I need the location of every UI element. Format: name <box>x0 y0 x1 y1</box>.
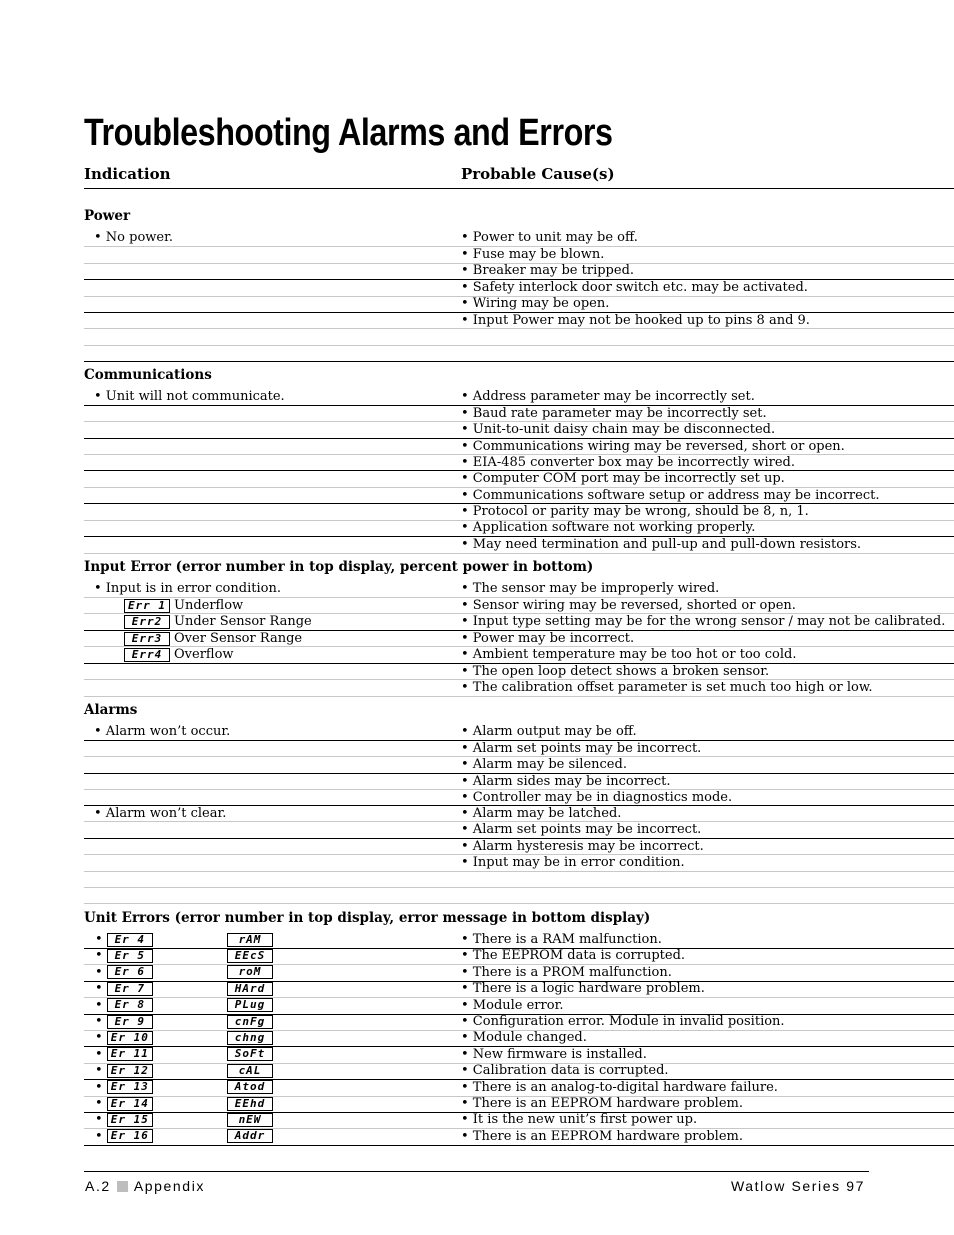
table-row <box>84 647 954 663</box>
indication: • Unit will not communicate. <box>94 389 285 404</box>
cause: • Fuse may be blown. <box>461 247 605 262</box>
lcd-error-code: Er 7 <box>107 982 153 996</box>
lcd-error-message: SoFt <box>227 1047 273 1061</box>
lcd-code: Err2 <box>124 615 170 629</box>
alarms-heading: Alarms <box>84 702 138 718</box>
cause: • There is an EEPROM hardware problem. <box>461 1128 743 1144</box>
table-row <box>84 439 954 455</box>
cause-header: Probable Cause(s) <box>461 165 615 183</box>
lcd-error-code: Er 4 <box>107 933 153 947</box>
lcd-error-message: HArd <box>227 982 273 996</box>
indication: • No power. <box>94 230 174 245</box>
page-title: Troubleshooting Alarms and Errors <box>84 112 613 154</box>
table-row <box>84 422 954 438</box>
unit-errors-heading: Unit Errors (error number in top display, error message in bottom display) <box>84 910 651 926</box>
lcd-error-message: Atod <box>227 1080 273 1094</box>
cause: • Breaker may be tripped. <box>461 263 635 278</box>
table-row <box>84 537 954 553</box>
cause: • Alarm sides may be incorrect. <box>461 774 671 789</box>
communications-heading: Communications <box>84 367 212 383</box>
table-row <box>84 631 954 647</box>
cause: • May need termination and pull-up and pull-down resistors. <box>461 537 862 552</box>
table-row <box>84 839 954 855</box>
unit-error-row: • Er 14 EEhd • There is an EEPROM hardware problem. <box>95 1096 743 1111</box>
cause: • Input type setting may be for the wrong sensor / may not be calibrated. <box>461 614 946 629</box>
unit-error-row: • Er 4 rAM • There is a RAM malfunction. <box>95 932 662 947</box>
table-row <box>84 488 954 504</box>
cause: • There is a RAM malfunction. <box>461 932 662 947</box>
table-row <box>84 664 954 680</box>
cause: • Controller may be in diagnostics mode. <box>461 790 733 805</box>
cause: • Module changed. <box>461 1030 587 1046</box>
cause: • Communications software setup or address may be incorrect. <box>461 488 880 503</box>
cause: • Wiring may be open. <box>461 296 610 311</box>
table-row <box>84 296 954 312</box>
header-rule <box>84 188 954 189</box>
table-row <box>84 855 954 871</box>
unit-error-row: • Er 11 SoFt • New firmware is installed. <box>95 1046 647 1062</box>
cause: • Configuration error. Module in invalid position. <box>461 1014 785 1029</box>
cause: • The open loop detect shows a broken sensor. <box>461 664 770 679</box>
lcd-code: Err3 <box>124 632 170 646</box>
lcd-error-code: Er 15 <box>107 1113 153 1127</box>
code-label: Over Sensor Range <box>174 631 303 646</box>
lcd-error-message: nEW <box>227 1113 273 1127</box>
footer-left <box>85 1178 205 1194</box>
cause: • Protocol or parity may be wrong, should be 8, n, 1. <box>461 504 809 519</box>
cause: • Application software not working properly. <box>461 520 756 535</box>
cause: • Alarm set points may be incorrect. <box>461 741 702 756</box>
lcd-error-message: cAL <box>227 1064 273 1078</box>
unit-error-row: • Er 13 Atod • There is an analog-to-digital hardware failure. <box>95 1079 778 1095</box>
cause: • Computer COM port may be incorrectly set up. <box>461 471 785 486</box>
table-row <box>84 806 954 822</box>
cause: • The EEPROM data is corrupted. <box>461 948 686 964</box>
cause: • Power to unit may be off. <box>461 230 638 245</box>
cause: • There is an EEPROM hardware problem. <box>461 1096 743 1111</box>
lcd-code: Err 1 <box>124 599 170 613</box>
table-row <box>84 741 954 757</box>
lcd-error-code: Er 5 <box>107 949 153 963</box>
code-label: Under Sensor Range <box>174 614 312 629</box>
lcd-error-code: Er 6 <box>107 965 153 979</box>
table-row <box>84 280 954 296</box>
lcd-error-code: Er 9 <box>107 1015 153 1029</box>
cause: • There is a logic hardware problem. <box>461 981 705 997</box>
lcd-error-code: Er 10 <box>107 1031 153 1045</box>
cause: • Alarm may be latched. <box>461 806 622 821</box>
footer-product: Watlow Series 97 <box>730 1178 865 1194</box>
indication: • Alarm won’t clear. <box>94 806 227 821</box>
cause: • Baud rate parameter may be incorrectly set. <box>461 406 767 421</box>
table-row <box>84 313 954 329</box>
cause: • Input may be in error condition. <box>461 855 685 870</box>
unit-error-row: • Er 5 EEcS • The EEPROM data is corrupted. <box>95 948 686 964</box>
table-row <box>84 822 954 838</box>
table-row <box>84 247 954 263</box>
table-row <box>84 680 954 696</box>
cause: • It is the new unit’s first power up. <box>461 1112 698 1128</box>
cause: • Unit-to-unit daisy chain may be disconnected. <box>461 422 776 437</box>
unit-error-row: • Er 16 Addr • There is an EEPROM hardware problem. <box>95 1128 743 1144</box>
lcd-error-code: Er 12 <box>107 1064 153 1078</box>
cause: • Calibration data is corrupted. <box>461 1063 669 1079</box>
cause: • The calibration offset parameter is set much too high or low. <box>461 680 873 695</box>
table-row <box>84 790 954 806</box>
cause: • Alarm output may be off. <box>461 724 637 739</box>
unit-error-row: • Er 6 roM • There is a PROM malfunction. <box>95 964 672 980</box>
cause: • Alarm may be silenced. <box>461 757 627 772</box>
lcd-error-message: rAM <box>227 933 273 947</box>
table-row <box>84 455 954 471</box>
cause: • Module error. <box>461 997 564 1013</box>
indication: • Input is in error condition. <box>94 581 281 596</box>
cause: • There is an analog-to-digital hardware failure. <box>461 1079 778 1095</box>
lcd-error-message: chng <box>227 1031 273 1045</box>
table-row <box>84 774 954 790</box>
lcd-error-code: Er 16 <box>107 1129 153 1143</box>
indication: • Alarm won’t occur. <box>94 724 231 739</box>
lcd-code: Err4 <box>124 648 170 662</box>
cause: • The sensor may be improperly wired. <box>461 581 720 596</box>
lcd-error-code: Er 11 <box>107 1047 153 1061</box>
code-label: Underflow <box>174 598 244 613</box>
table-row <box>84 581 954 597</box>
cause: • Alarm set points may be incorrect. <box>461 822 702 837</box>
table-row <box>84 389 954 405</box>
input-error-heading: Input Error (error number in top display, percent power in bottom) <box>84 559 594 575</box>
lcd-error-code: Er 14 <box>107 1097 153 1111</box>
table-row <box>84 520 954 536</box>
table-row <box>84 598 954 614</box>
unit-error-row: • Er 7 HArd • There is a logic hardware problem. <box>95 981 705 997</box>
cause: • Ambient temperature may be too hot or too cold. <box>461 647 797 662</box>
power-heading: Power <box>84 208 131 224</box>
code-label: Overflow <box>174 647 234 662</box>
lcd-error-message: EEcS <box>227 949 273 963</box>
cause: • Input Power may not be hooked up to pins 8 and 9. <box>461 313 810 328</box>
lcd-error-code: Er 8 <box>107 998 153 1012</box>
unit-error-row: • Er 10 chng • Module changed. <box>95 1030 587 1046</box>
unit-error-row: • Er 12 cAL • Calibration data is corrupted. <box>95 1063 669 1079</box>
cause: • EIA-485 converter box may be incorrectly wired. <box>461 455 796 470</box>
table-row <box>84 406 954 422</box>
cause: • Address parameter may be incorrectly set. <box>461 389 755 404</box>
cause: • Power may be incorrect. <box>461 631 635 646</box>
unit-error-row: • Er 8 PLug • Module error. <box>95 997 564 1013</box>
cause: • Alarm hysteresis may be incorrect. <box>461 839 704 854</box>
footer-section: A.2 <box>85 1178 111 1194</box>
lcd-error-message: roM <box>227 965 273 979</box>
footer-label: Appendix <box>133 1178 206 1194</box>
table-row <box>84 263 954 279</box>
indication-header: Indication <box>84 165 171 183</box>
cause: • Communications wiring may be reversed, short or open. <box>461 439 845 454</box>
table-row <box>84 504 954 520</box>
table-row <box>84 614 954 630</box>
cause: • There is a PROM malfunction. <box>461 964 672 980</box>
cause: • New firmware is installed. <box>461 1046 647 1062</box>
unit-error-row: • Er 15 nEW • It is the new unit’s first power up. <box>95 1112 698 1128</box>
lcd-error-message: Addr <box>227 1129 273 1143</box>
table-row <box>84 724 954 740</box>
cause: • Safety interlock door switch etc. may be activated. <box>461 280 808 295</box>
table-row <box>84 471 954 487</box>
table-row <box>84 757 954 773</box>
square-icon <box>117 1181 128 1192</box>
lcd-error-message: EEhd <box>227 1097 273 1111</box>
lcd-error-message: cnFg <box>227 1015 273 1029</box>
lcd-error-message: PLug <box>227 998 273 1012</box>
unit-error-row: • Er 9 cnFg • Configuration error. Module in invalid position. <box>95 1014 785 1029</box>
lcd-error-code: Er 13 <box>107 1080 153 1094</box>
table-row <box>84 230 954 246</box>
cause: • Sensor wiring may be reversed, shorted or open. <box>461 598 796 613</box>
